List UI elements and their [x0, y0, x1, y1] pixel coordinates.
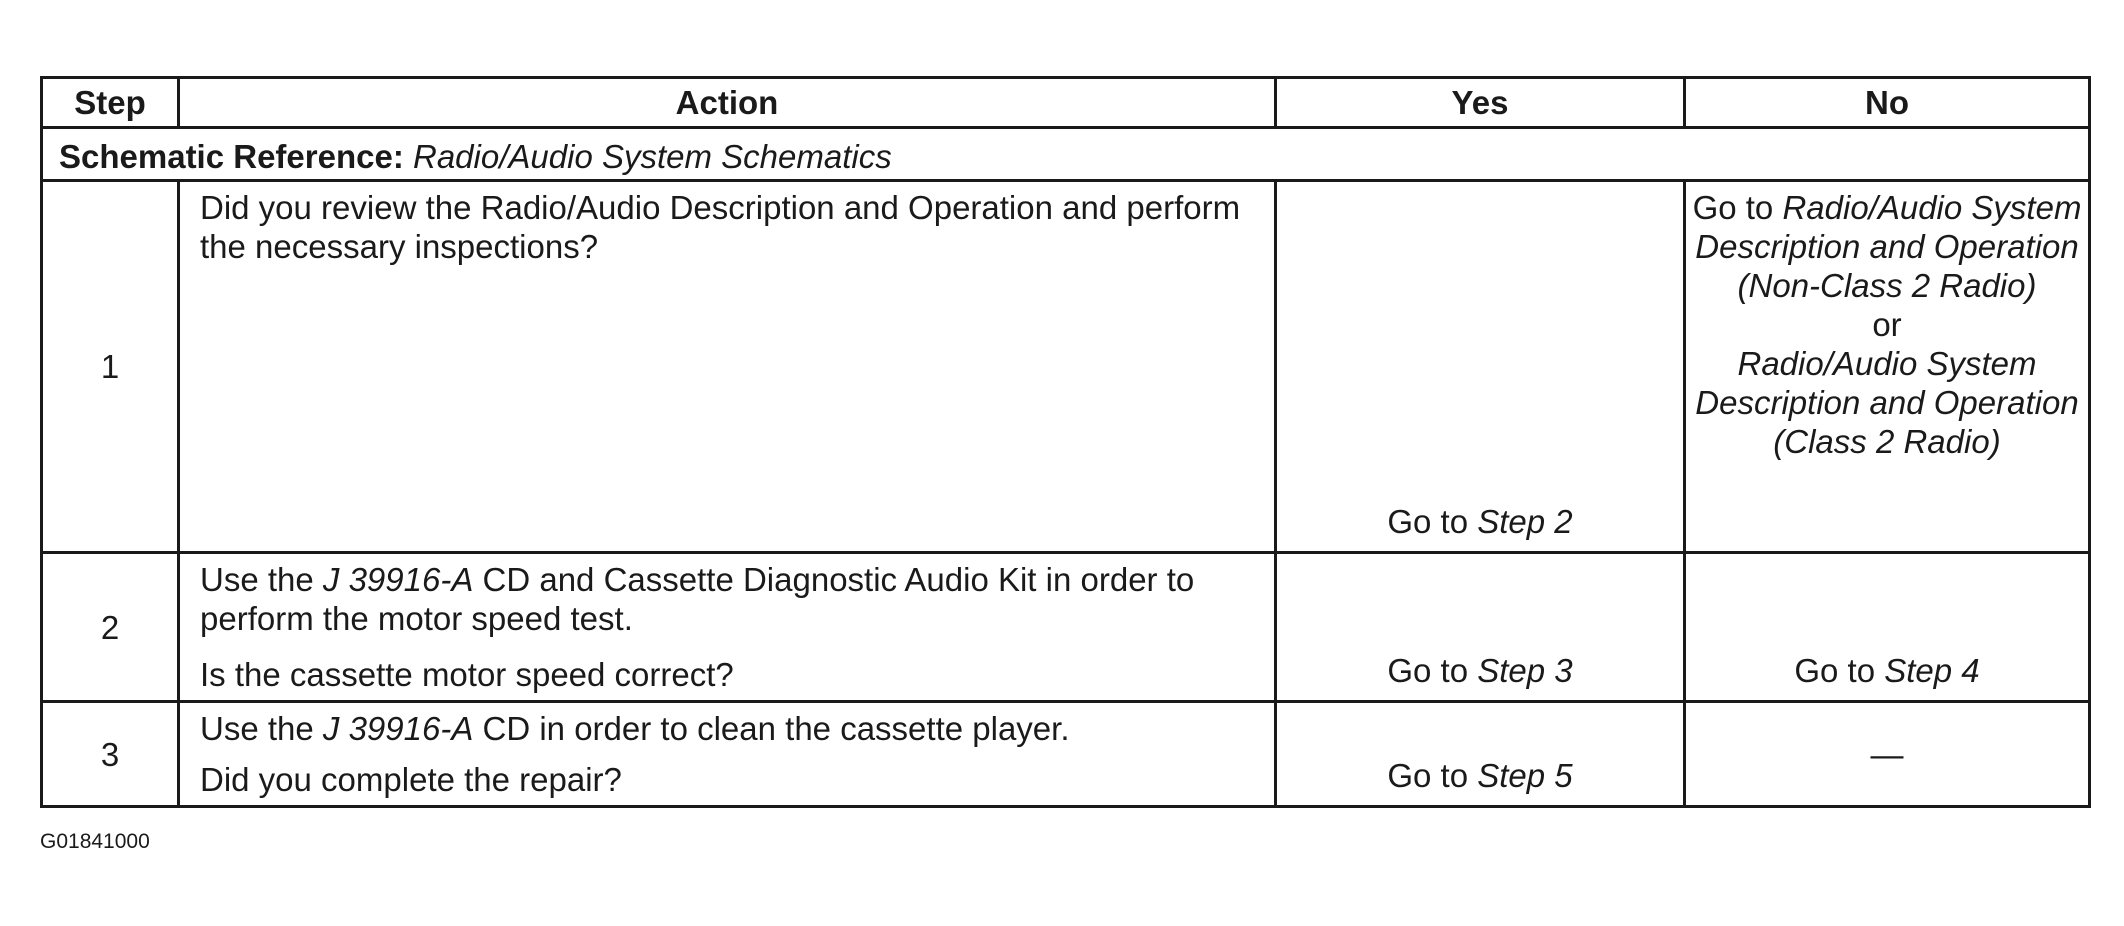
yes-prefix: Go to [1387, 503, 1478, 541]
header-step: Step [42, 78, 179, 128]
header-action: Action [179, 78, 1276, 128]
schematic-reference-label: Schematic Reference: [59, 137, 404, 175]
no-or: or [1872, 305, 1902, 343]
schematic-reference-row [42, 128, 2090, 180]
yes-result [1276, 180, 1685, 553]
table-row [42, 702, 2090, 807]
table-row [42, 180, 2090, 553]
no-target-1: Radio/Audio System Description and Operation (Non-Class 2 Radio) [1695, 188, 2082, 304]
yes-prefix: Go to [1387, 757, 1478, 794]
no-dash: — [1870, 735, 1904, 773]
header-row [42, 78, 2090, 128]
no-result [1685, 702, 2090, 807]
schematic-reference-value: Radio/Audio System Schematics [413, 137, 892, 175]
header-yes: Yes [1276, 78, 1685, 128]
action-post: CD and Cassette Diagnostic Audio Kit in order to perform the motor speed test. [200, 561, 1195, 638]
tool-number: J 39916-A [322, 710, 474, 748]
diagnostic-table [40, 76, 2091, 808]
yes-result [1276, 702, 1685, 807]
step-number: 2 [42, 553, 179, 702]
yes-prefix: Go to [1387, 652, 1478, 690]
no-result [1685, 180, 2090, 553]
action-post: CD in order to clean the cassette player. [473, 710, 1070, 748]
step-number: 3 [42, 702, 179, 807]
action-text: Did you review the Radio/Audio Description and Operation and perform the necessary inspections? [179, 180, 1276, 553]
header-no: No [1685, 78, 2090, 128]
table-row [42, 553, 2090, 702]
step-number: 1 [42, 180, 179, 553]
action-pre: Use the [200, 710, 323, 748]
action-text [179, 553, 1276, 702]
no-target-2: Radio/Audio System Description and Operation (Class 2 Radio) [1695, 344, 2079, 460]
action-pre: Use the [200, 561, 323, 599]
no-prefix: Go to [1794, 652, 1885, 690]
schematic-reference [42, 128, 2090, 180]
tool-number: J 39916-A [322, 561, 474, 599]
action-instruction [200, 709, 1264, 748]
document-id: G01841000 [40, 830, 150, 853]
no-prefix: Go to [1692, 188, 1783, 226]
action-question: Did you complete the repair? [200, 761, 622, 798]
no-result [1685, 553, 2090, 702]
action-text [179, 702, 1276, 807]
no-target: Step 4 [1884, 652, 1980, 690]
yes-target: Step 5 [1477, 757, 1573, 794]
action-instruction [200, 560, 1264, 638]
action-question: Is the cassette motor speed correct? [200, 656, 734, 694]
yes-target: Step 3 [1477, 652, 1573, 690]
yes-target: Step 2 [1477, 503, 1573, 541]
yes-result [1276, 553, 1685, 702]
